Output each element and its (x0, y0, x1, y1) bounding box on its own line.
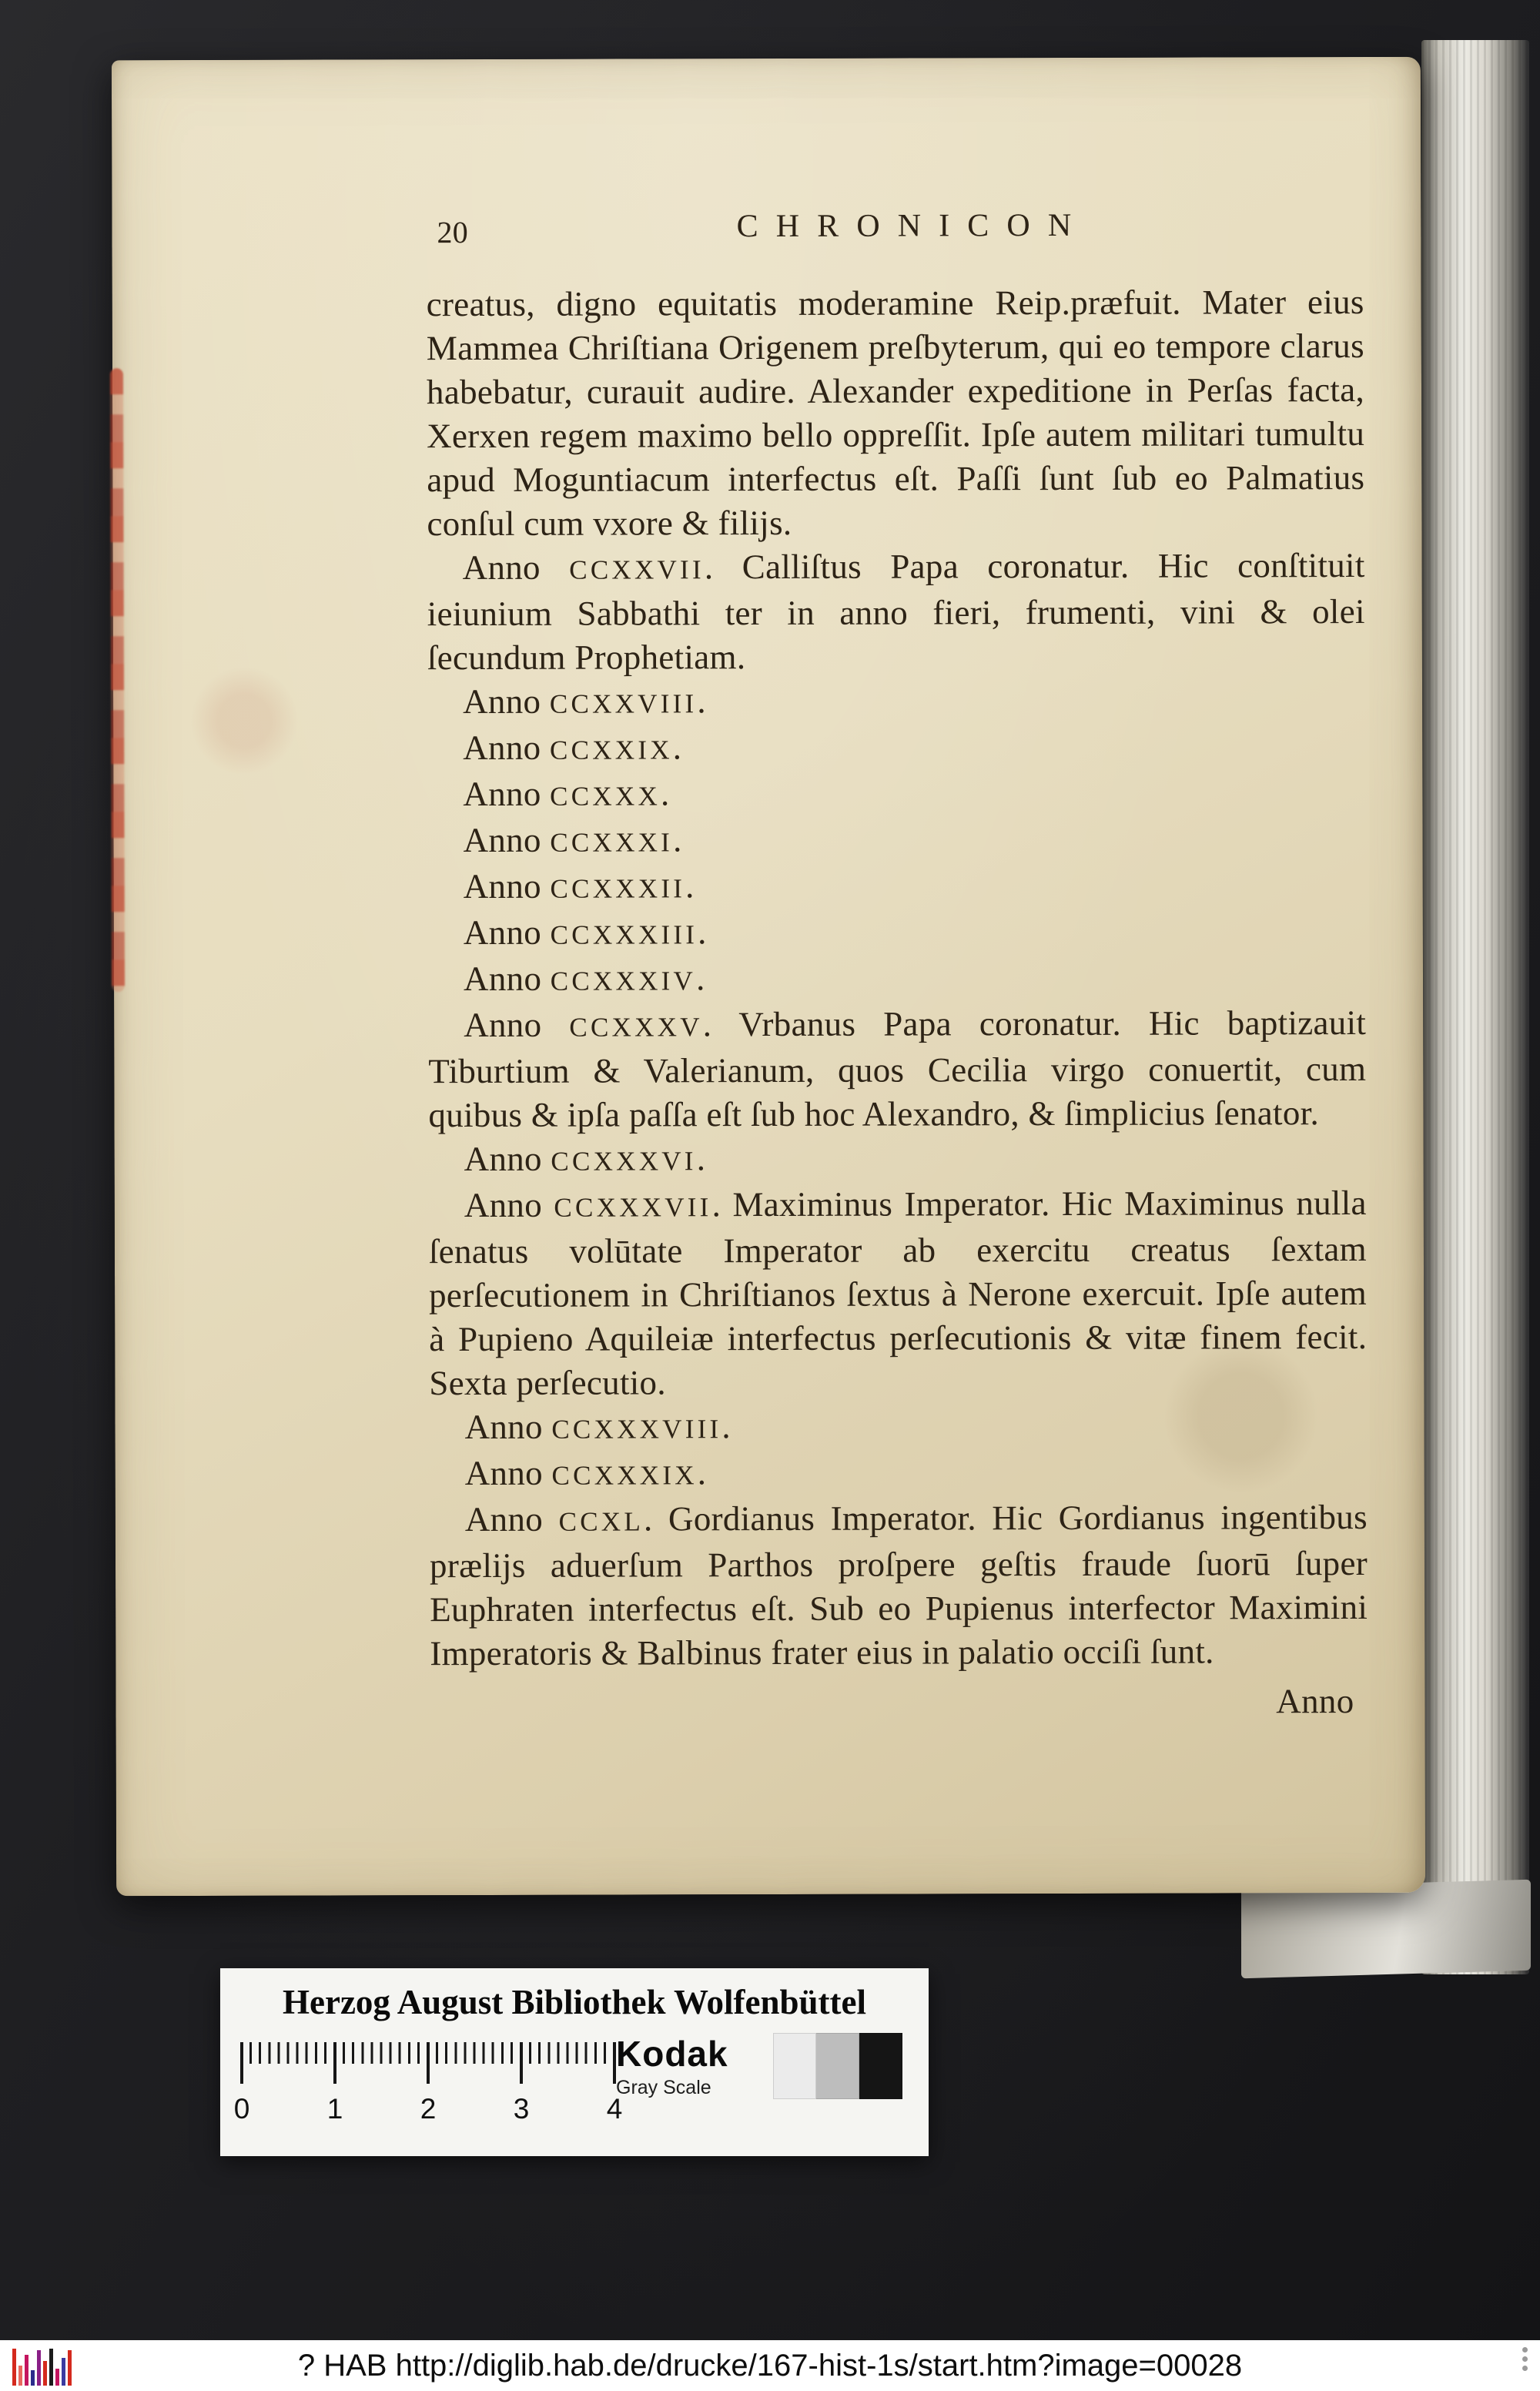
kodak-brand: Kodak (616, 2034, 728, 2074)
page-number: 20 (437, 215, 469, 250)
red-edge-marks (110, 368, 125, 992)
paragraph: Anno CCXXXIV. (463, 959, 705, 999)
barcode-bar (49, 2349, 53, 2386)
paragraph: Anno CCXXIX. (463, 728, 682, 768)
paragraph: Anno CCXXVII. Calliſtus Papa coronatur. Hic conſtituit ieiunium Sabbathi ter in anno fieri, frumenti, vini & olei ſecundum Prophetiam. (427, 545, 1365, 678)
barcode-bar (31, 2370, 35, 2386)
ruler-number: 1 (326, 2093, 343, 2125)
ruler-numbers (233, 2093, 623, 2133)
ruler-number: 3 (513, 2093, 530, 2125)
paragraph: Anno CCXXVIII. (462, 681, 706, 722)
page-marker-dots-icon (1522, 2347, 1528, 2371)
footer-caption: ? HAB http://diglib.hab.de/drucke/167-hist-1s/start.htm?image=00028 (297, 2348, 1243, 2383)
grayscale-patch (859, 2033, 902, 2099)
footer-caption-bar (0, 2340, 1540, 2391)
barcode-bar (55, 2369, 59, 2386)
ruler-ticks-major (240, 2042, 616, 2084)
running-title: CHRONICON (736, 207, 1090, 245)
gray-scale-label: Gray Scale (616, 2077, 711, 2098)
paragraph: Anno CCXL. Gordianus Imperator. Hic Gordianus ingentibus prælijs aduerſum Parthos proſpere geſtis fraude ſuorū ſuper Euphraten interfectus eſt. Sub eo Pupienus interfector Maximini Imperatoris & Balbinus frater eius in palatio occiſi ſunt. (429, 1497, 1368, 1673)
barcode-bar (37, 2350, 41, 2386)
paragraph: Anno CCXXXII. (463, 866, 695, 906)
barcode-bar (18, 2366, 22, 2386)
grayscale-patches (773, 2033, 902, 2099)
barcode-bar (43, 2361, 47, 2386)
paragraph: Anno CCXXXVI. (464, 1139, 706, 1179)
library-label (220, 1968, 929, 2156)
hab-color-barcode-icon (12, 2346, 72, 2386)
paragraph: Anno CCXXXVII. Maximinus Imperator. Hic Maximinus nulla ſenatus volūtate Imperator ab exercitu creatus ſextam perſecutionem in Chriſtianos ſextus à Nerone exercuit. Ipſe autem à Pupieno Aquileiæ interfectus perſecutionis & vitæ finem fecit. Sexta perſecutio. (428, 1183, 1368, 1403)
catchword: Anno (1276, 1682, 1354, 1721)
book-fore-edge (1421, 40, 1529, 1974)
paragraph: Anno CCXXXV. Vrbanus Papa coronatur. Hic baptizauit Tiburtium & Valerianum, quos Cecilia virgo conuertit, cum quibus & ipſa paſſa eſt ſub hoc Alexandro, & ſimplicius ſenator. (428, 1003, 1367, 1135)
barcode-bar (12, 2349, 16, 2386)
library-name: Herzog August Bibliothek Wolfenbüttel (283, 1983, 866, 2021)
grayscale-patch (816, 2033, 859, 2099)
paragraph: Anno CCXXXIII. (463, 913, 707, 953)
paragraph: creatus, digno equitatis moderamine Reip.præfuit. Mater eius Mammea Chriſtiana Origenem preſbyterum, qui eo tempore clarus habebatur, curauit audire. Alexander expeditione in Perſas facta, Xerxen regem maximo bello oppreſſit. Ipſe autem militari tumultu apud Moguntiacum interfectus eſt. Paſſi ſunt ſub eo Palmatius conſul cum vxore & filijs. (426, 282, 1365, 544)
ruler-number: 4 (606, 2093, 623, 2125)
paragraph: Anno CCXXX. (463, 774, 670, 814)
underlying-page-edge (1241, 1880, 1531, 1979)
barcode-bar (25, 2355, 28, 2386)
kodak-brand-block (616, 2033, 770, 2099)
page-paragraphs (427, 280, 1368, 1676)
ruler-number: 0 (233, 2093, 250, 2125)
paragraph: Anno CCXXXIX. (464, 1453, 707, 1493)
paragraph: Anno CCXXXVIII. (464, 1407, 731, 1447)
grayscale-patch (773, 2033, 816, 2099)
book-page (112, 57, 1425, 1896)
ruler-number: 2 (420, 2093, 437, 2125)
barcode-bar (68, 2350, 72, 2386)
paragraph: Anno CCXXXI. (463, 820, 682, 860)
page-text (426, 203, 1368, 1726)
cm-ruler (233, 2042, 623, 2141)
barcode-bar (62, 2358, 65, 2386)
page-header (426, 203, 1364, 283)
